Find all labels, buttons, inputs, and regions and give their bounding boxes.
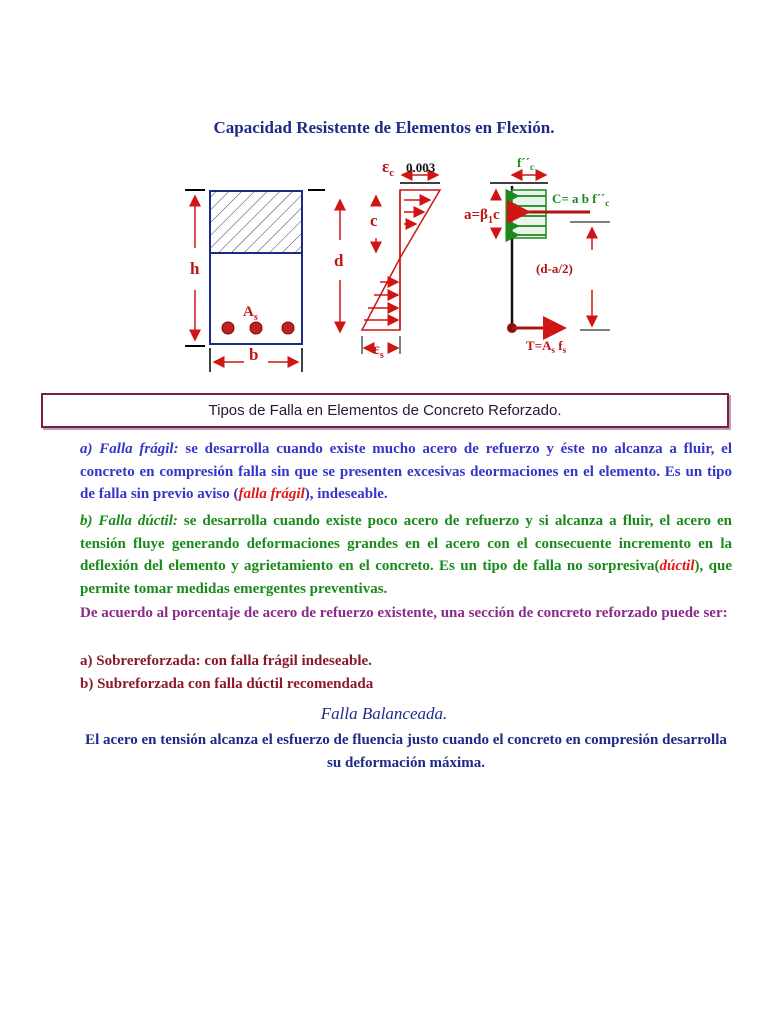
b-dimension [210, 345, 302, 372]
lever-arm-label: (d-a/2) [536, 261, 573, 276]
acuerdo-line: De acuerdo al porcentaje de acero de refuerzo existente, una sección de concreto reforzado puede ser: [80, 605, 728, 621]
rebar-1 [222, 322, 234, 334]
strain-value: 0.003 [406, 160, 436, 175]
stress-block [464, 155, 610, 355]
h-label: h [190, 259, 200, 278]
page-title: Capacidad Resistente de Elementos en Flexión. [213, 118, 555, 137]
b-label: b [249, 345, 259, 364]
section-types-list [80, 650, 373, 696]
acuerdo-paragraph [80, 601, 732, 626]
list-item-sobrereforzada: a) Sobrereforzada: con falla frágil indeseable. [80, 653, 372, 669]
d-dimension [308, 190, 344, 332]
strain-diagram [362, 157, 440, 361]
balanceada-text: El acero en tensión alcanza el esfuerzo de fluencia justo cuando el concreto en compresión desarrolla su deformación máxima. [85, 732, 727, 771]
c-force-label: C= a b $f´´_c$ [552, 191, 610, 208]
fragil-highlight: falla frágil [238, 486, 305, 502]
rebar-2 [250, 322, 262, 334]
list-item-subreforzada: b) Subreforzada con falla dúctil recomendada [80, 676, 374, 692]
epsilon-s-label: $\varepsilon_s$ [373, 341, 384, 361]
ductil-paragraph [80, 510, 732, 600]
fc-label: $f´´_c$ [517, 155, 534, 172]
fragil-text-2: ), indeseable. [304, 486, 388, 502]
as-label: $A_s$ [243, 304, 258, 323]
ductil-text-2: ), que permite tomar medidas emergentes preventivas. [80, 558, 732, 597]
d-label: d [334, 251, 344, 270]
fragil-text-1: se desarrolla cuando existe mucho acero de refuerzo y éste no alcanza a fluir, el concreto en compresión falla sin que se presenten excesivas deormaciones en el elemento. Es un tipo de falla sin previo aviso ( [80, 441, 732, 502]
ductil-text-1: se desarrolla cuando existe poco acero de refuerzo y si alcanza a fluir, el acero en tensión fluye generando deformaciones grandes en el acero con el consecuente incremento en la deflexión del elemento y agrietamiento en el concreto. Es un tipo de falla no sorpresiva( [80, 513, 732, 574]
rebar-3 [282, 322, 294, 334]
ductil-lead: b) Falla dúctil: [80, 513, 178, 529]
t-force-label: $T=A_s$ $f_s$ [526, 338, 567, 355]
a-beta-label: $a=\beta_1c$ [464, 207, 500, 226]
ductil-highlight: dúctil [659, 558, 695, 574]
balanceada-heading: Falla Balanceada. [320, 704, 448, 723]
c-label: c [370, 211, 378, 230]
fragil-lead: a) Falla frágil: [80, 441, 179, 457]
fragil-paragraph [80, 438, 732, 506]
flexure-diagram [0, 0, 768, 380]
epsilon-c-label: $\varepsilon_c$ [382, 157, 395, 179]
h-dimension [185, 190, 205, 346]
failure-types-heading: Tipos de Falla en Elementos de Concreto Reforzado. [41, 393, 729, 428]
